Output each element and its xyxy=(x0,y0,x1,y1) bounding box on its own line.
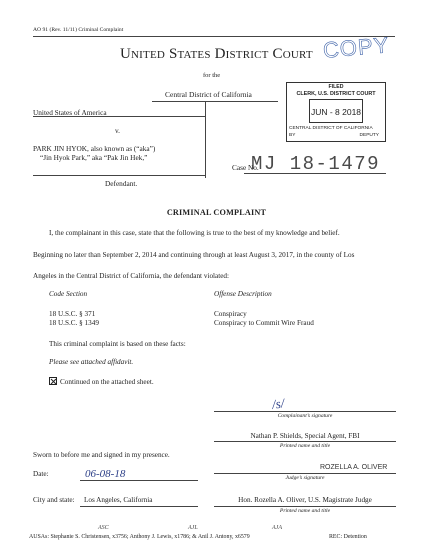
form-number: AO 91 (Rev. 11/11) Criminal Complaint xyxy=(33,27,124,33)
city-state-label: City and state: xyxy=(33,496,75,504)
plaintiff-rule xyxy=(33,116,205,117)
continued-label: Continued on the attached sheet. xyxy=(60,378,154,386)
facts-affidavit: Please see attached affidavit. xyxy=(49,358,134,366)
case-number-label: Case No. xyxy=(232,163,259,172)
code-section-header: Code Section xyxy=(49,290,88,298)
plaintiff-name: United States of America xyxy=(33,108,107,117)
complainant-printed-name: Nathan P. Shields, Special Agent, FBI xyxy=(250,432,360,440)
complaint-paragraph-line1: I, the complainant in this case, state that the following is true to the best of my knowledge and belief. xyxy=(49,229,340,237)
filed-label: FILED xyxy=(328,84,344,90)
for-the-label: for the xyxy=(203,72,221,79)
faint-bleedthrough-mark xyxy=(140,6,142,16)
offense-description-1: Conspiracy xyxy=(214,310,247,318)
judge-printed-name: Hon. Rozella A. Oliver, U.S. Magistrate Judge xyxy=(238,496,372,504)
case-number-rule xyxy=(244,173,386,174)
judge-signature-rule xyxy=(214,473,396,474)
offense-code-2: 18 U.S.C. § 1349 xyxy=(49,319,99,327)
filed-district: CENTRAL DISTRICT OF CALIFORNIA xyxy=(289,126,373,131)
filed-by-label: BY xyxy=(289,133,296,138)
date-rule xyxy=(80,480,198,481)
sworn-statement: Sworn to before me and signed in my presence. xyxy=(33,451,170,459)
defendant-name-line1: PARK JIN HYOK, also known as (“aka”) xyxy=(33,144,156,153)
date-value: 06-08-18 xyxy=(85,468,126,480)
complainant-name-caption: Printed name and title xyxy=(279,443,331,449)
filed-date: JUN - 8 2018 xyxy=(310,107,362,117)
ausa-initials-1: ASC xyxy=(98,525,109,531)
clerk-label: CLERK, U.S. DISTRICT COURT xyxy=(296,91,376,97)
copy-stamp: COPY xyxy=(321,32,391,63)
judge-name-rule xyxy=(214,506,396,507)
city-state-rule xyxy=(80,506,198,507)
recommendation: REC: Detention xyxy=(329,534,367,540)
defendant-rule xyxy=(33,175,205,176)
facts-intro: This criminal complaint is based on these facts: xyxy=(49,340,186,348)
caption-divider xyxy=(205,102,206,178)
district-name: Central District of California xyxy=(165,90,252,99)
judge-name-caption: Printed name and title xyxy=(279,508,331,514)
judge-signature: ROZELLA A. OLIVER xyxy=(320,464,388,471)
city-state-value: Los Angeles, California xyxy=(84,496,153,504)
ausa-contacts: AUSAs: Stephanie S. Christensen, x3756; Anthony J. Lewis, x1786; & Anil J. Antony, x6579 xyxy=(29,534,250,540)
case-number: MJ 18-1479 xyxy=(251,153,381,175)
district-rule xyxy=(152,101,278,102)
defendant-name-line2: “Jin Hyok Park,” aka “Pak Jin Hek,” xyxy=(40,153,148,162)
judge-signature-caption: Judge’s signature xyxy=(285,475,325,481)
continued-checkbox[interactable] xyxy=(49,377,57,385)
complaint-paragraph-line2: Beginning no later than September 2, 2014 and continuing through at least August 3, 2017, in the county of Los xyxy=(33,251,355,259)
date-label: Date: xyxy=(33,470,49,478)
ausa-initials-3: AJA xyxy=(272,525,282,531)
ausa-initials-2: AJL xyxy=(188,525,198,531)
court-title: United States District Court xyxy=(120,46,313,62)
filed-stamp xyxy=(286,82,386,142)
complainant-signature: /s/ xyxy=(270,395,286,412)
complaint-paragraph-line3: Angeles in the Central District of California, the defendant violated: xyxy=(33,272,229,280)
continued-line xyxy=(49,377,154,386)
offense-description-header: Offense Description xyxy=(214,290,272,298)
complaint-heading: CRIMINAL COMPLAINT xyxy=(166,208,267,217)
offense-code-1: 18 U.S.C. § 371 xyxy=(49,310,96,318)
offense-description-2: Conspiracy to Commit Wire Fraud xyxy=(214,319,314,327)
versus-label: v. xyxy=(115,126,120,135)
filed-by-line xyxy=(289,133,383,138)
complainant-name-rule xyxy=(214,441,396,442)
complainant-signature-rule xyxy=(214,411,396,412)
filed-deputy-label: DEPUTY xyxy=(359,133,379,138)
defendant-label: Defendant. xyxy=(105,179,138,188)
complainant-signature-caption: Complainant’s signature xyxy=(277,413,333,419)
